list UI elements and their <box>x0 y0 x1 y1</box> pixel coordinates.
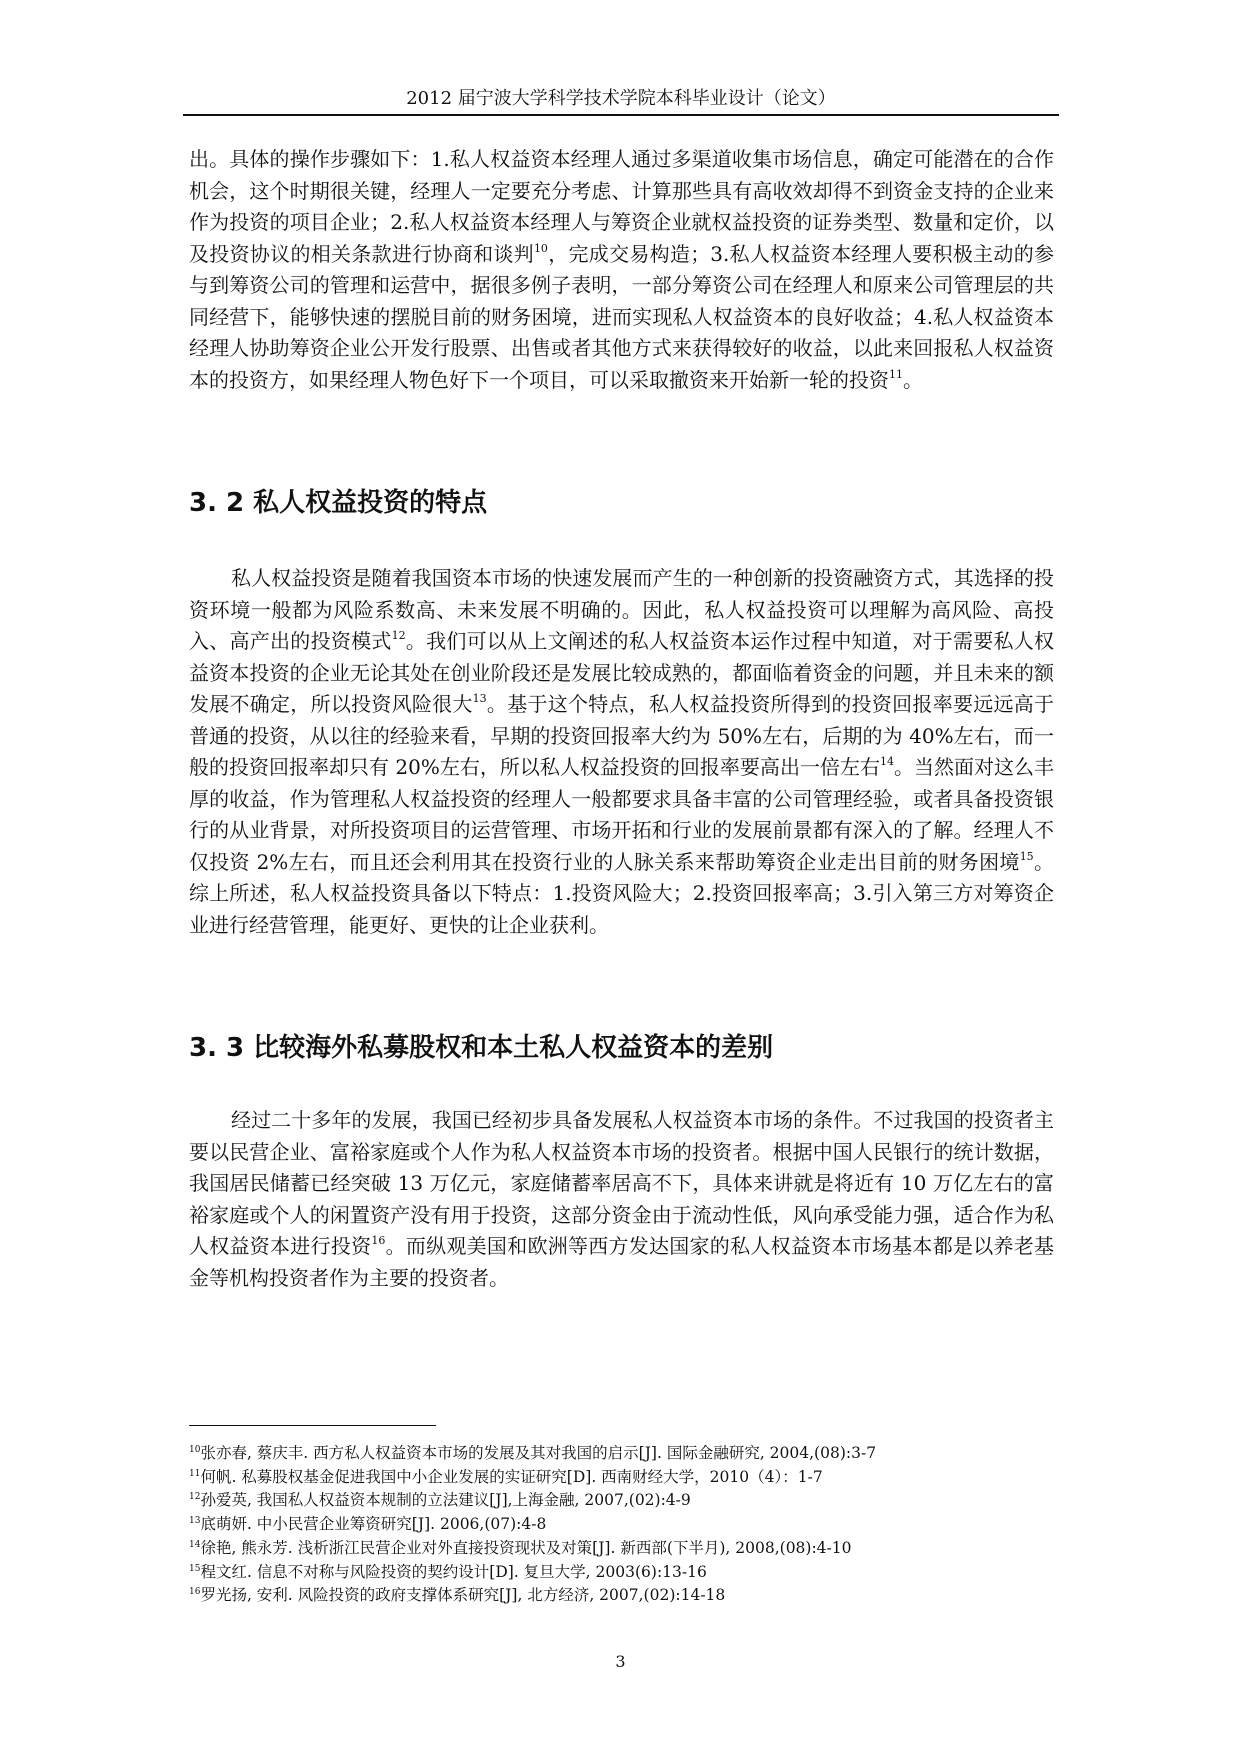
footnote-ref[interactable]: 12 <box>391 629 406 642</box>
section-heading-3-2: 3. 2 私人权益投资的特点 <box>189 488 488 518</box>
section-3-3-paragraph <box>189 1105 1054 1294</box>
footnote-ref[interactable]: 16 <box>371 1234 386 1247</box>
footnote-marker: 16 <box>189 1587 201 1598</box>
text-run: 。 <box>903 367 923 392</box>
running-header <box>183 84 1059 116</box>
footnote-item <box>189 1537 1054 1561</box>
page-number: 3 <box>615 1652 626 1671</box>
footnote-text: 程文红. 信息不对称与风险投资的契约设计[D]. 复旦大学, 2003(6):13-16 <box>200 1562 707 1581</box>
footnote-ref[interactable]: 10 <box>533 241 548 255</box>
text-run: 。我们可以从上文阐述的私人权益资本运作过程中知道，对于需要私人权益资本投资的企业无论其处在创业阶段还是发展比较成熟的，都面临着资金的问题，并且未来的额发展不确定，所以投资风险很大 <box>189 629 1055 716</box>
footnote-ref[interactable]: 15 <box>1019 849 1034 863</box>
text-run: 私人权益投资是随着我国资本市场的快速发展而产生的一种创新的投资融资方式，其选择的投资环境一般都为风险系数高、未来发展不明确的。因此，私人权益投资可以理解为高风险、高投入、高产出的投资模式 <box>189 566 1054 653</box>
section-heading-3-3: 3. 3 比较海外私募股权和本土私人权益资本的差别 <box>189 1033 774 1063</box>
footnote-item <box>189 1442 1054 1466</box>
footnote-marker: 10 <box>189 1445 201 1455</box>
text-run: 出。具体的操作步骤如下：1.私人权益资本经理人通过多渠道收集市场信息，确定可能潜在的合作机会，这个时期很关键，经理人一定要充分考虑、计算那些具有高收效却得不到资金支持的企业来作为投资的项目企业；2.私人权益资本经理人与筹资企业就权益投资的证券类型、数量和定价，以及投资协议的相关条款进行协商和谈判 <box>189 147 1054 266</box>
intro-paragraph <box>189 144 1054 396</box>
footnote-text: 孙爱英, 我国私人权益资本规制的立法建议[J],上海金融, 2007,(02):4-9 <box>200 1491 691 1510</box>
footnote-marker: 11 <box>189 1468 201 1479</box>
footnote-marker: 13 <box>189 1516 201 1527</box>
footnote-text: 何帆. 私募股权基金促进我国中小企业发展的实证研究[D]. 西南财经大学，2010（4）：1-7 <box>200 1467 823 1486</box>
footnote-item <box>189 1466 1054 1490</box>
footnote-marker: 15 <box>189 1563 201 1574</box>
text-run: 。当然面对这么丰厚的收益，作为管理私人权益投资的经理人一般都要求具备丰富的公司管理经验，或者具备投资银行的从业背景，对所投资项目的运营管理、市场开拓和行业的发展前景都有深入的了解。经理人不仅投资 2%左右，而且还会利用其在投资行业的人脉关系来帮助筹资企业走出目前的财务困境 <box>189 755 1055 874</box>
footnote-marker: 12 <box>189 1492 201 1503</box>
footnote-ref[interactable]: 11 <box>889 367 903 381</box>
footnotes-list <box>189 1442 1054 1608</box>
section-3-3-body <box>189 1105 1054 1294</box>
text-run: 经过二十多年的发展，我国已经初步具备发展私人权益资本市场的条件。不过我国的投资者主要以民营企业、富裕家庭或个人作为私人权益资本市场的投资者。根据中国人民银行的统计数据，我国居民储蓄已经突破 13 万亿元，家庭储蓄率居高不下，具体来讲就是将近有 10 万亿左右的富裕家庭或个人的闲置资产没有用于投资，这部分资金由于流动性低，风向承受能力强，适合作为私人权益资本进行投资 <box>189 1108 1054 1258</box>
footnote-text: 罗光扬, 安利. 风险投资的政府支撑体系研究[J], 北方经济, 2007,(02):14-18 <box>200 1586 726 1605</box>
intro-block <box>189 144 1054 396</box>
footnote-item <box>189 1513 1054 1537</box>
section-3-2-body <box>189 563 1054 941</box>
footnote-item <box>189 1584 1054 1608</box>
text-run: 。综上所述，私人权益投资具备以下特点：1.投资风险大；2.投资回报率高；3.引入第三方对筹资企业进行经营管理，能更好、更快的让企业获利。 <box>189 849 1054 937</box>
text-run: 。而纵观美国和欧洲等西方发达国家的私人权益资本市场基本都是以养老基金等机构投资者作为主要的投资者。 <box>189 1234 1055 1290</box>
footnote-ref[interactable]: 13 <box>472 692 487 705</box>
footnote-marker: 14 <box>189 1539 201 1550</box>
section-3-2-paragraph <box>189 563 1054 941</box>
footnote-item <box>189 1489 1054 1513</box>
footnote-text: 张亦春, 蔡庆丰. 西方私人权益资本市场的发展及其对我国的启示[J]. 国际金融研究, 2004,(08):3-7 <box>200 1444 877 1462</box>
text-run: ，完成交易构造；3.私人权益资本经理人要积极主动的参与到筹资公司的管理和运营中，据很多例子表明，一部分筹资公司在经理人和原来公司管理层的共同经营下，能够快速的摆脱目前的财务困境，进而实现私人权益资本的良好收益；4.私人权益资本经理人协助筹资企业公开发行股票、出售或者其他方式来获得较好的收益，以此来回报私人权益资本的投资方，如果经理人物色好下一个项目，可以采取撤资来开始新一轮的投资 <box>189 241 1054 392</box>
footnote-ref[interactable]: 14 <box>879 755 894 768</box>
footnote-text: 徐艳, 熊永芳. 浅析浙江民营企业对外直接投资现状及对策[J]. 新西部(下半月), 2008,(08):4-10 <box>200 1538 852 1557</box>
footnote-separator <box>189 1425 436 1426</box>
running-header-title: 2012 届宁波大学科学技术学院本科毕业设计（论文） <box>406 88 836 109</box>
text-run: 。基于这个特点，私人权益投资所得到的投资回报率要远远高于普通的投资，从以往的经验来看，早期的投资回报率大约为 50%左右，后期的为 40%左右，而一般的投资回报率却只有 20%左右，所以私人权益投资的回报率要高出一倍左右 <box>189 692 1055 779</box>
footnote-text: 底萌妍. 中小民营企业筹资研究[J]. 2006,(07):4-8 <box>200 1515 547 1534</box>
footnote-item <box>189 1561 1054 1585</box>
